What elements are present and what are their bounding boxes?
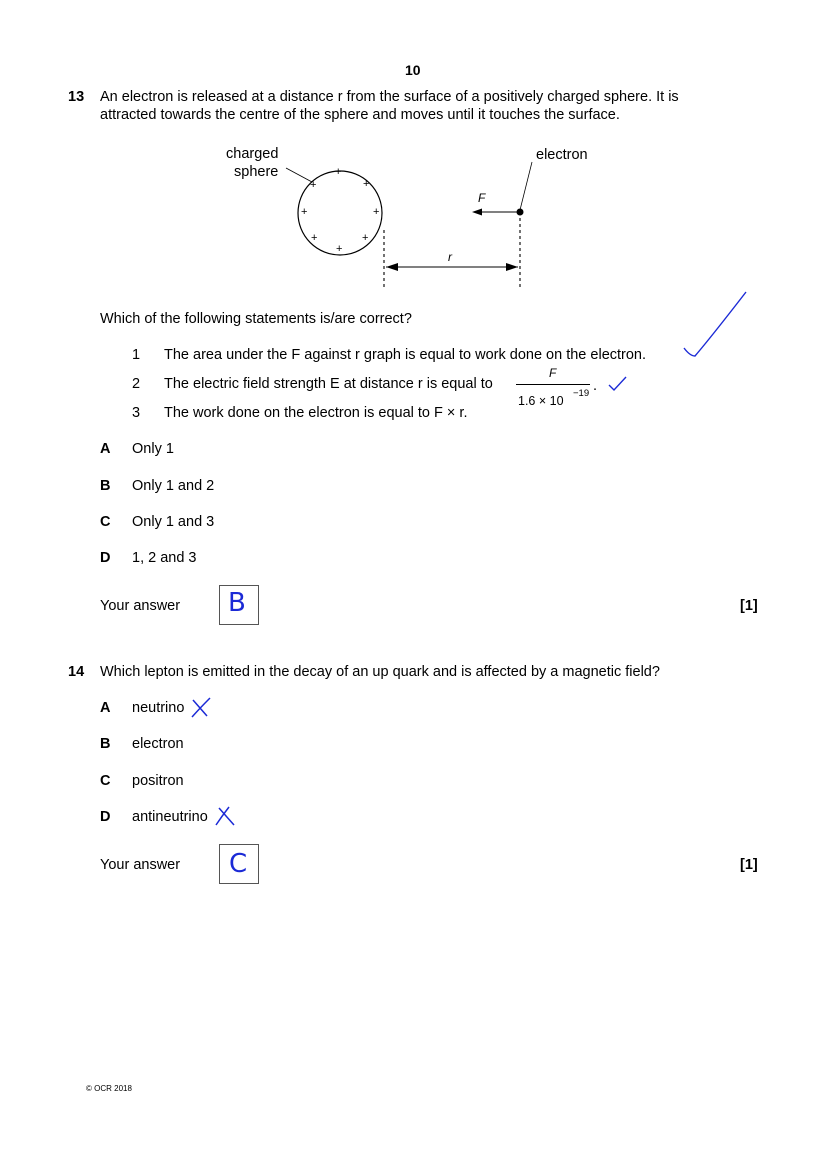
option-text: electron: [132, 736, 184, 752]
label-distance-r: r: [448, 250, 452, 264]
statement-3-text: The work done on the electron is equal to F × r.: [164, 405, 468, 421]
option-text: positron: [132, 773, 184, 789]
option-text: 1, 2 and 3: [132, 550, 197, 566]
label-electron: electron: [536, 147, 588, 163]
option-text: antineutrino: [132, 809, 208, 825]
option-text: neutrino: [132, 700, 185, 716]
option-letter: A: [100, 441, 111, 457]
plus-sign: +: [373, 206, 380, 218]
cross-icon-antineutrino: [216, 807, 234, 825]
plus-sign: +: [362, 232, 369, 244]
your-answer-label: Your answer: [100, 857, 181, 873]
small-tick-icon: [609, 377, 626, 390]
fraction-denominator: 1.6 × 10: [518, 394, 564, 408]
question-14-number: 14: [68, 664, 85, 680]
page-number: 10: [405, 62, 421, 78]
option-letter: B: [100, 736, 111, 752]
plus-sign: +: [335, 166, 342, 178]
fraction-numerator: F: [549, 366, 557, 380]
plus-sign: +: [336, 243, 343, 255]
option-text: Only 1 and 3: [132, 514, 215, 530]
option-text: Only 1 and 2: [132, 478, 215, 494]
label-force-F: F: [478, 191, 486, 205]
question-13-prompt: Which of the following statements is/are correct?: [100, 311, 412, 327]
plus-sign: +: [363, 178, 370, 190]
q13-marks: [1]: [740, 598, 758, 614]
question-14-text: Which lepton is emitted in the decay of an up quark and is affected by a magnetic field?: [100, 664, 660, 680]
plus-sign: +: [311, 232, 318, 244]
question-13-text-line1: An electron is released at a distance r from the surface of a positively charged sphere. It is: [100, 89, 679, 105]
plus-sign: +: [310, 179, 317, 191]
option-letter: D: [100, 550, 111, 566]
statement-3-number: 3: [132, 405, 141, 421]
cross-icon-neutrino: [192, 698, 210, 717]
option-text: Only 1: [132, 441, 174, 457]
q14-handwritten-answer: C: [229, 849, 248, 879]
question-13-text-line2: attracted towards the centre of the sphere and moves until it touches the surface.: [100, 107, 620, 123]
q13-handwritten-answer: B: [228, 588, 246, 618]
q14-marks: [1]: [740, 857, 758, 873]
label-charged: charged: [226, 146, 279, 162]
large-tick-icon: [684, 292, 746, 356]
question-13-number: 13: [68, 89, 85, 105]
label-sphere: sphere: [234, 164, 279, 180]
fraction-tail: .: [593, 378, 598, 394]
option-letter: D: [100, 809, 111, 825]
plus-sign: +: [301, 206, 308, 218]
your-answer-label: Your answer: [100, 598, 181, 614]
option-letter: C: [100, 773, 111, 789]
option-letter: C: [100, 514, 111, 530]
statement-1-text: The area under the F against r graph is equal to work done on the electron.: [164, 347, 647, 363]
statement-1-number: 1: [132, 347, 141, 363]
statement-2-number: 2: [132, 376, 141, 392]
option-letter: B: [100, 478, 111, 494]
statement-2-text: The electric field strength E at distance r is equal to: [164, 376, 493, 392]
footer-copyright: © OCR 2018: [86, 1084, 132, 1093]
option-letter: A: [100, 700, 111, 716]
fraction-exponent: −19: [573, 388, 590, 399]
